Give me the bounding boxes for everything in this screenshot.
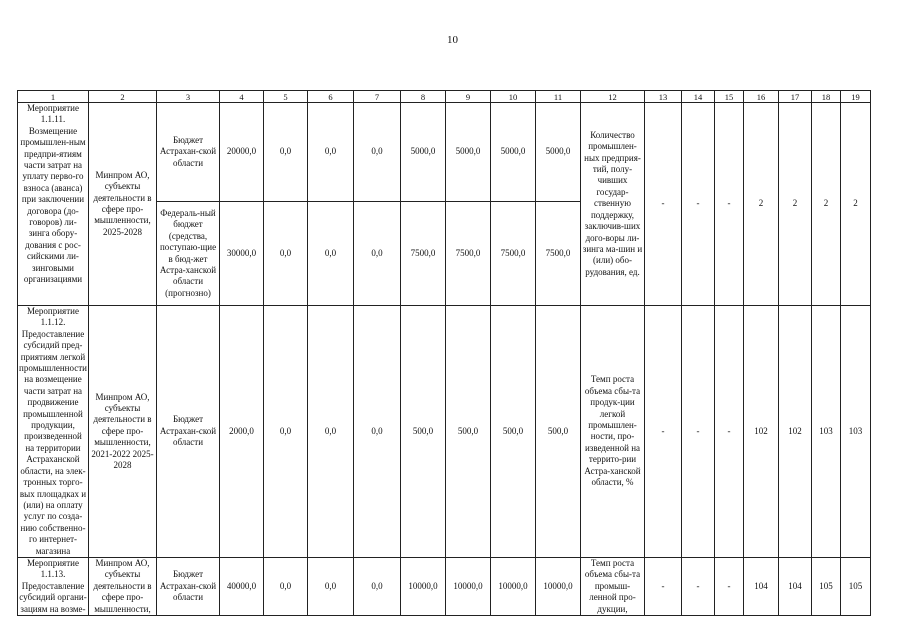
table-row [18, 306, 871, 558]
amount-year: 0,0 [354, 202, 401, 306]
header-cell: 1 [18, 91, 89, 103]
amount-year: 7500,0 [536, 202, 581, 306]
amount-year: 500,0 [536, 306, 581, 558]
target-value: 2 [779, 103, 812, 306]
program-measures-table [17, 90, 871, 616]
indicator: Темп роста объема сбы-та продук-ции легкой промышлен-ности, про-изведенной на террито-рии Астра-ханской области, % [581, 306, 645, 558]
target-value: 105 [812, 557, 841, 615]
measure-name: Мероприятие 1.1.12. Предоставление субсидий пред-приятиям легкой промышленности на возмещение части затрат на продвижение промышленной продукции, произведенной на территории Астраханской области, на элек-тронных торго-вых площадках и (или) на оплату услуг по созда-нию собственно-го интернет-магазина [19, 306, 87, 556]
header-cell: 9 [446, 91, 491, 103]
header-cell: 7 [354, 91, 401, 103]
target-value: - [682, 557, 715, 615]
amount-year: 0,0 [264, 202, 308, 306]
target-value: 103 [841, 306, 871, 558]
measure-name: Мероприятие 1.1.13. Предоставление субсидий органи-зациям на возме- [19, 557, 87, 614]
header-cell: 8 [401, 91, 446, 103]
amount-year: 0,0 [308, 557, 354, 615]
target-value: - [645, 557, 682, 615]
amount-year: 500,0 [446, 306, 491, 558]
target-value: 2 [744, 103, 779, 306]
header-cell: 15 [715, 91, 744, 103]
target-value: - [715, 103, 744, 306]
header-cell: 17 [779, 91, 812, 103]
amount-year: 0,0 [264, 306, 308, 558]
target-value: 104 [744, 557, 779, 615]
funding-source: Федераль-ный бюджет (средства, поступаю-щие в бюд-жет Астра-ханской области (прогнозно) [157, 202, 220, 306]
amount-year: 7500,0 [401, 202, 446, 306]
amount-year: 5000,0 [491, 103, 536, 202]
executor: Минпром АО, субъекты деятельности в сфере про-мышленности, [89, 557, 157, 615]
funding-source: Бюджет Астрахан-ской области [157, 103, 220, 202]
amount-year: 5000,0 [401, 103, 446, 202]
amount-year: 0,0 [354, 306, 401, 558]
target-value: 105 [841, 557, 871, 615]
target-value: - [715, 306, 744, 558]
header-cell: 14 [682, 91, 715, 103]
target-value: 103 [812, 306, 841, 558]
measure-name: Мероприятие 1.1.11. Возмещение промышлен-ным предпри-ятиям части затрат на уплату перво-го взноса (аванса) при заключении договора (до-говоров) ли-зинга обору-дования с рос-сийскими ли-зинговыми организациями [18, 103, 89, 306]
target-value: 104 [779, 557, 812, 615]
table-row [18, 103, 871, 202]
executor: Минпром АО, субъекты деятельности в сфере про-мышленности, 2025-2028 [89, 103, 157, 306]
amount-year: 500,0 [491, 306, 536, 558]
header-cell: 16 [744, 91, 779, 103]
amount-total: 30000,0 [220, 202, 264, 306]
indicator: Количество промышлен-ных предприя-тий, полу-чивших государ-ственную поддержку, заключив-ших дого-воры ли-зинга ма-шин и (или) обо-рудования, ед. [581, 103, 645, 306]
amount-total: 20000,0 [220, 103, 264, 202]
target-value: 2 [841, 103, 871, 306]
amount-year: 0,0 [308, 202, 354, 306]
amount-year: 7500,0 [491, 202, 536, 306]
amount-year: 10000,0 [401, 557, 446, 615]
page-number: 10 [447, 34, 458, 46]
amount-year: 500,0 [401, 306, 446, 558]
target-value: - [645, 306, 682, 558]
header-cell: 13 [645, 91, 682, 103]
header-cell: 10 [491, 91, 536, 103]
funding-source: Бюджет Астрахан-ской области [157, 557, 220, 615]
amount-year: 0,0 [264, 557, 308, 615]
amount-total: 40000,0 [220, 557, 264, 615]
amount-year: 10000,0 [536, 557, 581, 615]
indicator: Темп роста объема сбы-та промыш-ленной про-дукции, [581, 557, 645, 615]
amount-year: 10000,0 [491, 557, 536, 615]
executor: Минпром АО, субъекты деятельности в сфере про-мышленности, 2021-2022 2025-2028 [89, 306, 157, 558]
amount-year: 5000,0 [536, 103, 581, 202]
target-value: 2 [812, 103, 841, 306]
target-value: - [682, 306, 715, 558]
table-row [18, 557, 871, 615]
amount-year: 0,0 [264, 103, 308, 202]
header-cell: 5 [264, 91, 308, 103]
header-cell: 12 [581, 91, 645, 103]
funding-source: Бюджет Астрахан-ской области [157, 306, 220, 558]
amount-year: 0,0 [354, 557, 401, 615]
amount-year: 0,0 [308, 103, 354, 202]
header-cell: 4 [220, 91, 264, 103]
amount-total: 2000,0 [220, 306, 264, 558]
header-cell: 19 [841, 91, 871, 103]
header-row [18, 91, 871, 103]
target-value: - [715, 557, 744, 615]
amount-year: 10000,0 [446, 557, 491, 615]
amount-year: 0,0 [354, 103, 401, 202]
target-value: 102 [779, 306, 812, 558]
header-cell: 6 [308, 91, 354, 103]
header-cell: 11 [536, 91, 581, 103]
amount-year: 0,0 [308, 306, 354, 558]
header-cell: 2 [89, 91, 157, 103]
header-cell: 18 [812, 91, 841, 103]
amount-year: 7500,0 [446, 202, 491, 306]
target-value: - [645, 103, 682, 306]
target-value: 102 [744, 306, 779, 558]
amount-year: 5000,0 [446, 103, 491, 202]
header-cell: 3 [157, 91, 220, 103]
target-value: - [682, 103, 715, 306]
